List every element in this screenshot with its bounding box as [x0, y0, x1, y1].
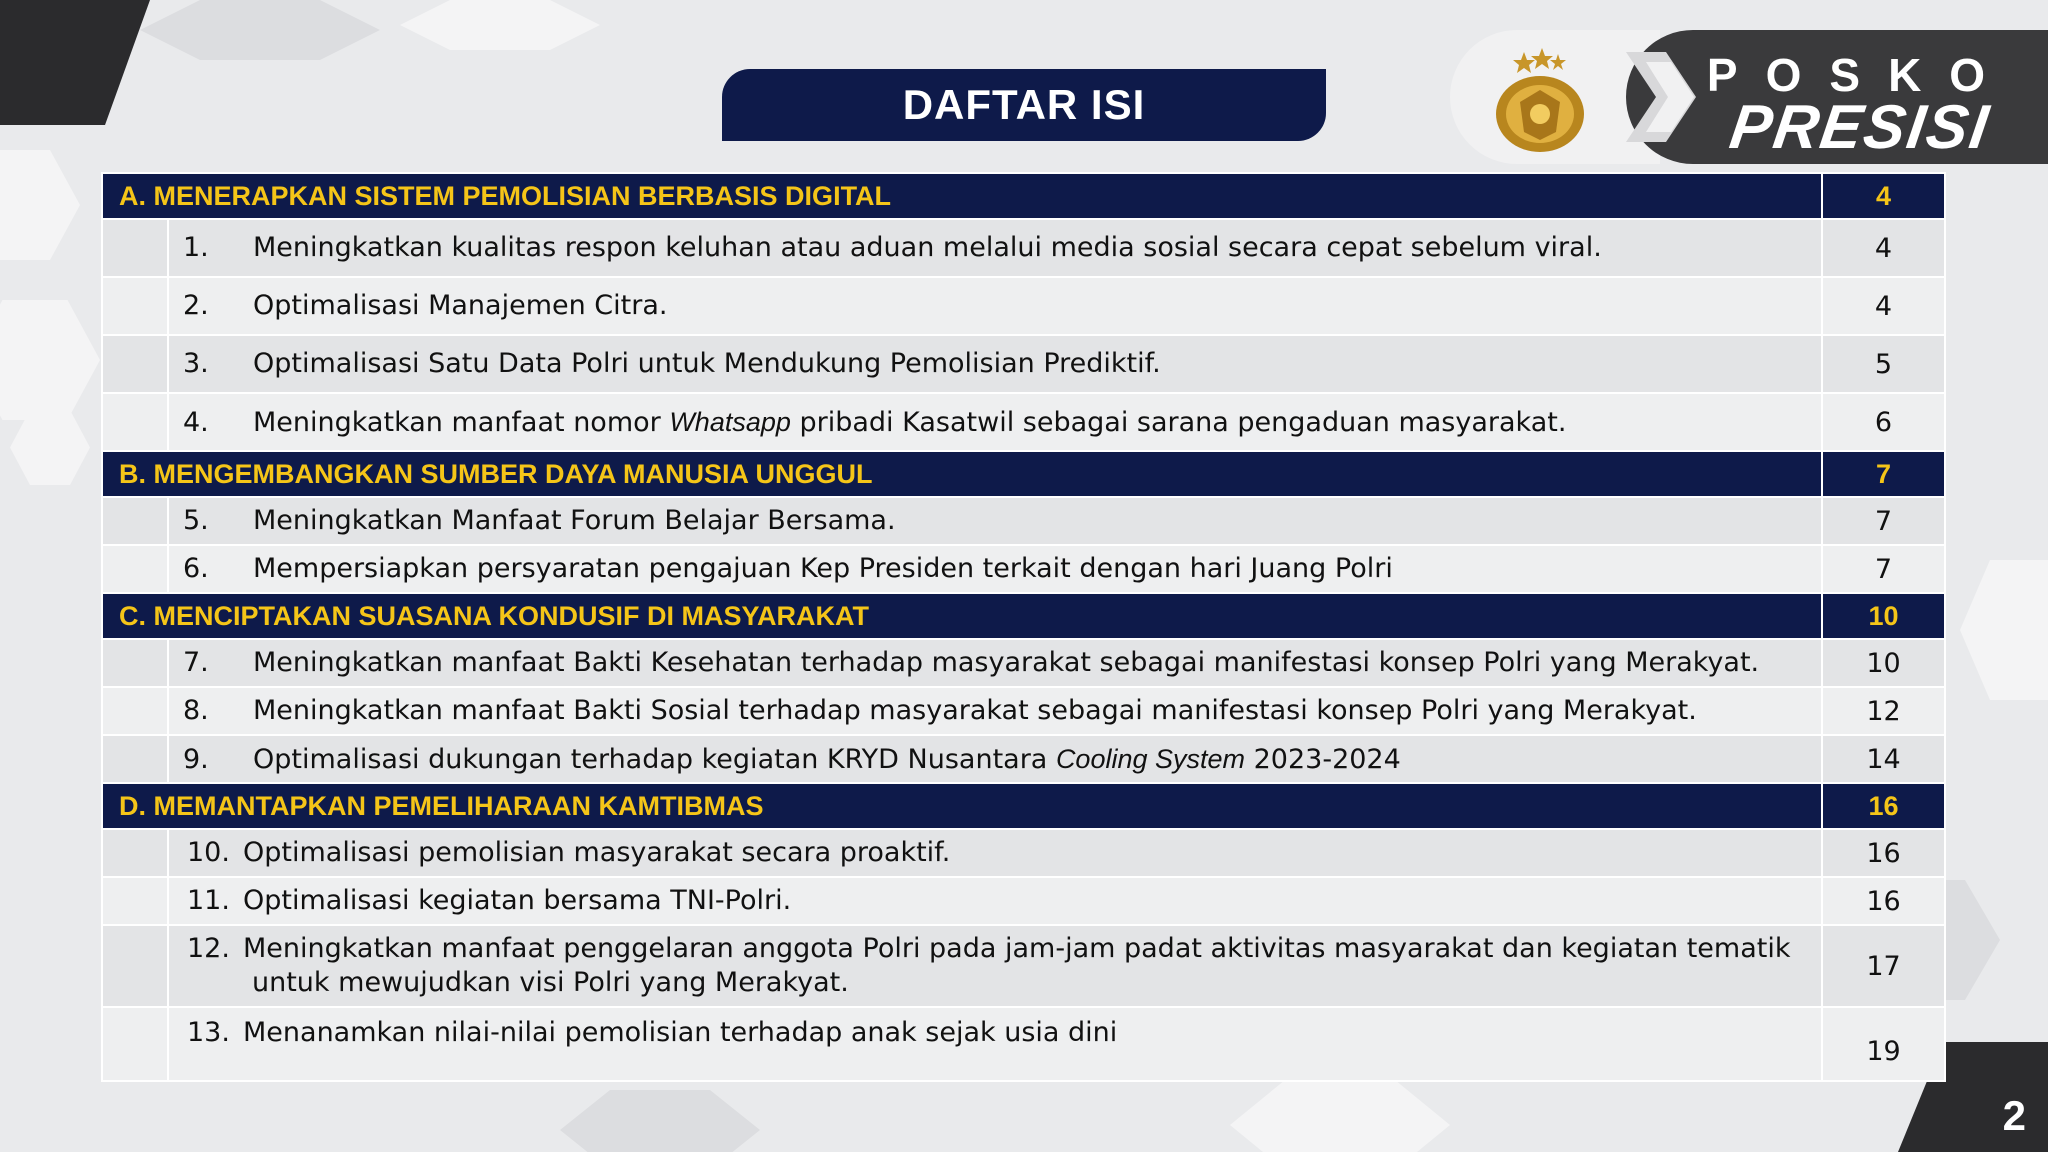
toc-row-1 [102, 219, 1945, 277]
toc-item [168, 687, 1822, 735]
item-page: 4 [1822, 277, 1945, 335]
item-text-end: pribadi Kasatwil sebagai sarana pengaduan masyarakat. [790, 406, 1567, 438]
item-number: 4. [183, 406, 209, 438]
item-text: Optimalisasi kegiatan bersama TNI-Polri. [243, 885, 792, 916]
table-of-contents [101, 172, 1946, 1082]
item-page: 16 [1822, 829, 1945, 877]
toc-row-13 [102, 1007, 1945, 1081]
toc-item [168, 877, 1822, 925]
item-text: Optimalisasi pemolisian masyarakat secara proaktif. [243, 837, 951, 868]
logo-top-text: POSKO [1706, 49, 2014, 101]
toc-item [168, 735, 1822, 783]
item-text: Meningkatkan manfaat penggelaran anggota Polri pada jam-jam padat aktivitas masyarakat dan kegiatan tematik untuk mewujudkan visi Polri yang Merakyat. [243, 933, 1791, 998]
item-number: 9. [183, 743, 209, 775]
item-number: 10. [187, 837, 230, 868]
toc-row-4 [102, 393, 1945, 451]
toc-item [168, 925, 1822, 1007]
corner-accent-top-left [0, 0, 150, 125]
item-number: 1. [183, 232, 209, 263]
item-page: 14 [1822, 735, 1945, 783]
toc-row-8 [102, 687, 1945, 735]
item-text: Meningkatkan manfaat Bakti Kesehatan terhadap masyarakat sebagai manifestasi konsep Polri yang Merakyat. [253, 647, 1760, 678]
toc-item [168, 219, 1822, 277]
section-header-b [102, 451, 1945, 497]
toc-row-2 [102, 277, 1945, 335]
section-page: 4 [1822, 173, 1945, 219]
item-text: Meningkatkan Manfaat Forum Belajar Bersama. [253, 505, 896, 536]
toc-item [168, 335, 1822, 393]
toc-row-10 [102, 829, 1945, 877]
item-page: 12 [1822, 687, 1945, 735]
section-title: D. MEMANTAPKAN PEMELIHARAAN KAMTIBMAS [102, 783, 1822, 829]
section-header-c [102, 593, 1945, 639]
item-page: 16 [1822, 877, 1945, 925]
section-page: 16 [1822, 783, 1945, 829]
section-title: C. MENCIPTAKAN SUASANA KONDUSIF DI MASYARAKAT [102, 593, 1822, 639]
item-number: 5. [183, 505, 209, 536]
toc-item [168, 545, 1822, 593]
section-page: 10 [1822, 593, 1945, 639]
item-text: Optimalisasi Manajemen Citra. [253, 290, 668, 321]
section-header-d [102, 783, 1945, 829]
toc-row-12 [102, 925, 1945, 1007]
section-title: A. MENERAPKAN SISTEM PEMOLISIAN BERBASIS DIGITAL [102, 173, 1822, 219]
item-page: 10 [1822, 639, 1945, 687]
logo-bottom-text: PRESISI [1725, 93, 1995, 162]
item-page: 7 [1822, 497, 1945, 545]
item-number: 13. [187, 1017, 230, 1048]
item-number: 12. [187, 933, 230, 964]
toc-row-5 [102, 497, 1945, 545]
item-page: 19 [1822, 1007, 1945, 1081]
item-text: Optimalisasi Satu Data Polri untuk Mendukung Pemolisian Prediktif. [253, 348, 1161, 379]
item-number: 7. [183, 647, 209, 678]
toc-item [168, 639, 1822, 687]
toc-row-3 [102, 335, 1945, 393]
title-banner [722, 69, 1326, 141]
item-number: 2. [183, 290, 209, 321]
toc-item [168, 1007, 1822, 1081]
item-text-italic: Cooling System [1055, 743, 1246, 774]
toc-row-6 [102, 545, 1945, 593]
toc-row-7 [102, 639, 1945, 687]
toc-item [168, 277, 1822, 335]
item-number: 11. [187, 885, 230, 916]
item-page: 17 [1822, 925, 1945, 1007]
item-text-start: Meningkatkan manfaat nomor [253, 406, 670, 438]
page-title: DAFTAR ISI [902, 81, 1146, 128]
item-number: 8. [183, 695, 209, 726]
item-page: 4 [1822, 219, 1945, 277]
item-text-start: Optimalisasi dukungan terhadap kegiatan KRYD Nusantara [253, 743, 1056, 775]
item-text: Meningkatkan kualitas respon keluhan atau aduan melalui media sosial secara cepat sebelum viral. [253, 232, 1602, 263]
item-text: Menanamkan nilai-nilai pemolisian terhadap anak sejak usia dini [243, 1017, 1118, 1048]
section-title: B. MENGEMBANGKAN SUMBER DAYA MANUSIA UNGGUL [102, 451, 1822, 497]
toc-item [168, 393, 1822, 451]
section-page: 7 [1822, 451, 1945, 497]
section-header-a [102, 173, 1945, 219]
toc-row-9 [102, 735, 1945, 783]
toc-item [168, 497, 1822, 545]
posko-presisi-logo [1450, 30, 2048, 164]
police-emblem-icon [1484, 44, 1596, 156]
item-text-italic: Whatsapp [669, 406, 791, 437]
toc-row-11 [102, 877, 1945, 925]
slide-number: 2 [2002, 1092, 2026, 1139]
item-text-end: 2023-2024 [1245, 743, 1401, 775]
item-text: Mempersiapkan persyaratan pengajuan Kep Presiden terkait dengan hari Juang Polri [253, 553, 1393, 584]
item-number: 3. [183, 348, 209, 379]
item-page: 5 [1822, 335, 1945, 393]
item-page: 6 [1822, 393, 1945, 451]
item-page: 7 [1822, 545, 1945, 593]
item-text: Meningkatkan manfaat Bakti Sosial terhadap masyarakat sebagai manifestasi konsep Polri yang Merakyat. [253, 695, 1697, 726]
toc-item [168, 829, 1822, 877]
item-number: 6. [183, 553, 209, 584]
